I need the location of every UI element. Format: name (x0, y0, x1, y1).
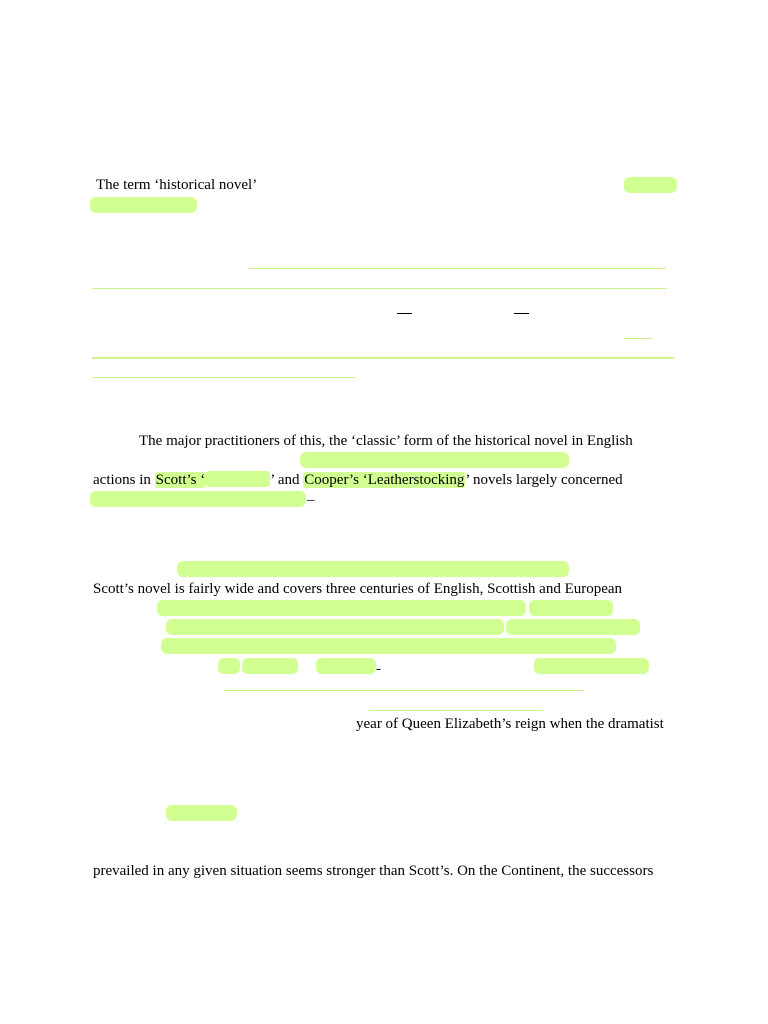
highlight-redacted (529, 600, 613, 616)
text-line-scotts-novel: Scott’s novel is fairly wide and covers three centuries of English, Scottish and European (93, 581, 623, 597)
highlight-redacted-title (206, 471, 270, 487)
highlight-redacted (218, 658, 240, 674)
text-line-actions (93, 471, 623, 489)
highlight-redacted (506, 619, 640, 635)
highlight-redacted (624, 177, 677, 193)
text-fragment: ’ novels largely concerned (465, 472, 623, 488)
highlight-redacted (161, 638, 616, 654)
underline-mark (92, 377, 356, 378)
em-dash-mark (397, 313, 412, 314)
highlight-redacted (300, 452, 569, 468)
dash-text: – (307, 492, 315, 508)
highlight-redacted (534, 658, 649, 674)
em-dash-mark (514, 313, 529, 314)
highlight-cooper: Cooper’s ‘Leatherstocking (304, 472, 465, 488)
underline-mark (224, 690, 584, 691)
highlight-redacted (157, 600, 526, 616)
text-fragment: actions in (93, 472, 155, 488)
underline-mark (248, 268, 666, 269)
highlight-redacted (316, 658, 376, 674)
highlight-redacted (166, 805, 237, 821)
text-line-major-practitioners: The major practitioners of this, the ‘classic’ form of the historical novel in English (139, 433, 633, 449)
hyphen-text: - (376, 661, 381, 677)
text-fragment: ’ and (270, 472, 304, 488)
underline-mark (624, 338, 652, 339)
underline-mark (92, 357, 674, 359)
text-line-queen-elizabeth: year of Queen Elizabeth’s reign when the dramatist (356, 716, 664, 732)
text-line-historical-novel: The term ‘historical novel’ (96, 177, 258, 193)
underline-mark (369, 710, 543, 711)
highlight-redacted (177, 561, 569, 577)
highlight-redacted (242, 658, 298, 674)
text-line-prevailed: prevailed in any given situation seems stronger than Scott’s. On the Continent, the successors (93, 863, 654, 879)
highlight-scotts: Scott’s ‘ (155, 472, 206, 488)
highlight-redacted (90, 491, 306, 507)
highlight-redacted (90, 197, 197, 213)
highlight-redacted (166, 619, 504, 635)
underline-mark (92, 288, 667, 289)
